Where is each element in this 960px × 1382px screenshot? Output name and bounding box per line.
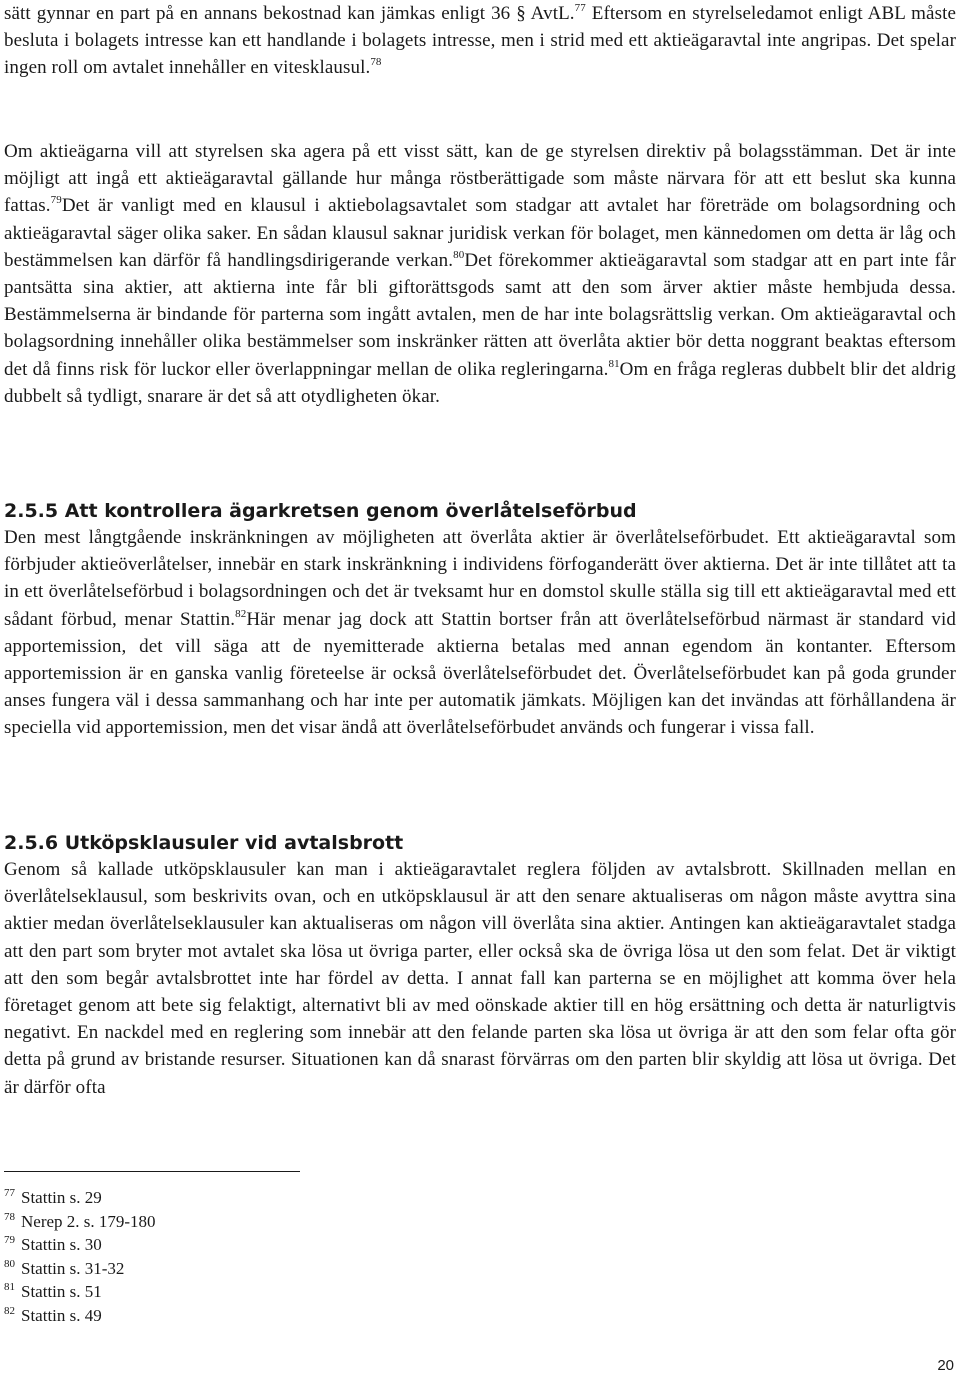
body-paragraph <box>4 0 956 82</box>
footnote-number: 81 <box>4 1281 15 1293</box>
footnote-number: 79 <box>4 1234 15 1246</box>
footnote-reference: 82 <box>235 607 247 620</box>
footnote <box>4 1186 156 1210</box>
footnote-reference: 78 <box>370 56 382 69</box>
paragraph-text: Om aktieägarna vill att styrelsen ska agera på ett visst sätt, kan de ge styrelsen direktiv på bolagsstämman. Det är inte möjligt att ingå ett aktieägaravtal gällande hur många röstberättigade som måste närvara för att ett beslut ska kunna fattas. <box>4 141 956 217</box>
paragraph-text: Här menar jag dock att Stattin bortser från att överlåtelseförbud närmast är standard vid apportemission, det vill säga att de nyemitterade aktierna betalas med annan egendom än kontanter. Eftersom apportemission är en ganska vanlig företeelse är också överlåtelseförbudet det. Överlåtelseförbudet kan på goda grunder anses fungera väl i dessa sammanhang och har inte per automatik jämkats. Möjligen kan det invändas att förhållandena är speciella vid apportemission, men det visar ändå att överlåtelseförbudet används och fungerar i vissa fall. <box>4 608 956 739</box>
paragraph-text: Genom så kallade utköpsklausuler kan man i aktieägaravtalet reglera följden av avtalsbrott. Skillnaden mellan en överlåtelseklausul, som beskrivits ovan, och en utköpsklausul är att den senare aktualiseras om någon måste avyttra sina aktier medan överlåtelseklausuler kan aktualiseras om någon vill överlåta sina aktier. Antingen kan aktieägaravtalet stadga att den part som bryter mot avtalet ska lösa ut övriga parter, eller också ska de övriga lösa ut den som felat. Det är viktigt att den som begår avtalsbrottet inte har fördel av detta. I annat fall kan parterna se en möjlighet att komma över hela företaget genom att bete sig felaktigt, alternativt bli av med oönskade aktier till en hög ersättning och detta är naturligtvis negativt. En nackdel med en reglering som innebär att den felande parten ska lösa ut övriga är att den som felar ofta gör detta på grund av bristande resurser. Situationen kan då snarast förvärras om den parten blir skyldig att lösa ut övriga. Det är därför ofta <box>4 859 956 1098</box>
paragraph-text: Den mest långtgående inskränkningen av möjligheten att överlåta aktier är överlåtelseförbudet. Ett aktieägaravtal som förbjuder aktieöverlåtelser, innebär en stark inskränkning i individens förfoganderätt över aktierna. Det är inte tillåtet att ta in ett överlåtelseförbud i bolagsordningen och det är tveksamt hur en domstol skulle ställa sig till ett aktieägaravtal med ett sådant förbud, menar Stattin. <box>4 527 956 630</box>
footnote-reference: 81 <box>608 357 620 370</box>
footnote-separator <box>4 1171 300 1172</box>
footnote-number: 77 <box>4 1187 15 1199</box>
footnote-text: Stattin s. 31-32 <box>21 1258 125 1278</box>
footnote <box>4 1210 156 1234</box>
footnote-text: Stattin s. 49 <box>21 1305 102 1325</box>
footnote-number: 82 <box>4 1304 15 1317</box>
footnote-text: Stattin s. 30 <box>21 1235 102 1254</box>
footnote-text: Stattin s. 29 <box>21 1188 102 1207</box>
section-heading: 2.5.6 Utköpsklausuler vid avtalsbrott <box>4 832 404 854</box>
paragraph-text: Om en fråga regleras dubbelt blir det aldrig dubbelt så tydligt, snarare är det så att otydligheten ökar. <box>4 358 957 407</box>
footnote-reference: 80 <box>453 248 465 261</box>
paragraph-text: Det förekommer aktieägaravtal som stadgar att en part inte får pantsätta sina aktier, att aktierna inte får bli giftorättsgods samt att den som ärver aktier måste hembjuda dessa. Bestämmelserna är bindande för parterna som ingått avtalen, men de har inte bolagsrättslig verkan. Om aktieägaravtal och bolagsordning innehåller olika bestämmelser som inskränker rätten att överlåta aktier bör detta noggrant beaktas eftersom det då finns risk för luckor eller överlappningar mellan de olika regleringarna. <box>4 249 956 380</box>
body-paragraph <box>4 856 956 1101</box>
body-paragraph <box>4 524 956 742</box>
footnote <box>4 1233 156 1257</box>
section-heading: 2.5.5 Att kontrollera ägarkretsen genom överlåtelseförbud <box>4 500 637 522</box>
footnote-text: Nerep 2. s. 179-180 <box>21 1211 156 1231</box>
footnote-reference: 79 <box>50 194 62 207</box>
paragraph-text: Eftersom en styrelseledamot enligt ABL måste besluta i bolagets intresse kan ett handlande i bolagets intresse, men i strid med ett aktieägaravtal inte angripas. Det spelar ingen roll om avtalet innehåller en vitesklausul. <box>4 3 956 79</box>
footnote-number: 78 <box>4 1210 15 1223</box>
paragraph-text: sätt gynnar en part på en annans bekostnad kan jämkas enligt 36 § AvtL. <box>4 3 575 24</box>
paragraph-text: Det är vanligt med en klausul i aktiebolagsavtalet som stadgar att avtalet har företräde om bolagsordning och aktieägaravtal säger olika saker. En sådan klausul saknar juridisk verkan för bolaget, men kännedomen om detta är låg och bestämmelsen kan därför få handlingsdirigerande verkan. <box>4 195 956 271</box>
footnote <box>4 1257 156 1281</box>
footnote-number: 80 <box>4 1257 15 1270</box>
footnote-text: Stattin s. 51 <box>21 1282 102 1301</box>
footnote-reference: 77 <box>574 2 586 14</box>
footnote <box>4 1304 156 1328</box>
footnote-list <box>4 1186 156 1327</box>
page-number: 20 <box>937 1357 954 1374</box>
footnote <box>4 1280 156 1304</box>
body-paragraph <box>4 138 956 410</box>
